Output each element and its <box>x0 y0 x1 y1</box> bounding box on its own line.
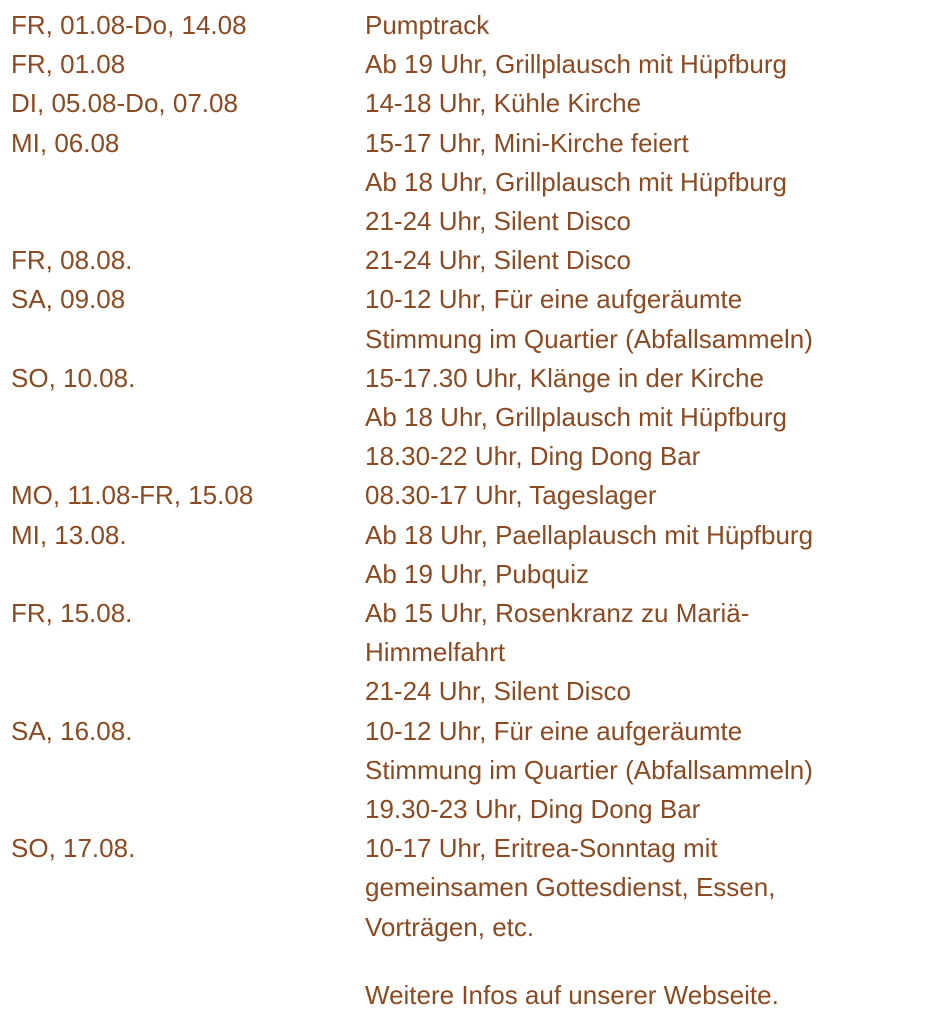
schedule-events <box>365 829 921 947</box>
schedule-event: Ab 18 Uhr, Paellaplausch mit Hüpfburg <box>365 519 814 550</box>
schedule-events <box>365 84 921 123</box>
schedule-row <box>11 6 921 45</box>
schedule-event: gemeinsamen Gottesdienst, Essen, <box>365 872 776 903</box>
schedule-row <box>11 712 921 830</box>
schedule-event: 10-17 Uhr, Eritrea-Sonntag mit <box>365 833 718 864</box>
schedule-events <box>365 712 921 830</box>
schedule-event: 21-24 Uhr, Silent Disco <box>365 206 631 237</box>
schedule-events <box>365 280 921 358</box>
schedule-row <box>11 241 921 280</box>
schedule-events <box>365 6 921 45</box>
schedule-row <box>11 594 921 712</box>
schedule-event: 19.30-23 Uhr, Ding Dong Bar <box>365 794 701 825</box>
schedule-events <box>365 594 921 712</box>
footer-note: Weitere Infos auf unserer Webseite. <box>365 980 779 1010</box>
schedule-event: 10-12 Uhr, Für eine aufgeräumte <box>365 284 743 315</box>
schedule-date: MO, 11.08-FR, 15.08 <box>11 480 254 511</box>
schedule-row <box>11 476 921 515</box>
schedule-event: 15-17 Uhr, Mini-Kirche feiert <box>365 127 689 158</box>
schedule-event: 15-17.30 Uhr, Klänge in der Kirche <box>365 362 764 393</box>
schedule-row <box>11 359 921 477</box>
schedule-date: SO, 10.08. <box>11 362 136 393</box>
schedule-events <box>365 516 921 594</box>
schedule-date: DI, 05.08-Do, 07.08 <box>11 88 238 119</box>
schedule-event: Pumptrack <box>365 10 490 40</box>
schedule-event: Stimmung im Quartier (Abfallsammeln) <box>365 323 813 354</box>
schedule-event: Ab 19 Uhr, Pubquiz <box>365 558 590 589</box>
schedule-event: 14-18 Uhr, Kühle Kirche <box>365 88 642 119</box>
schedule-event: 08.30-17 Uhr, Tageslager <box>365 480 657 511</box>
schedule-date: FR, 01.08-Do, 14.08 <box>11 10 247 40</box>
schedule-date: SA, 16.08. <box>11 715 133 746</box>
schedule-date: SO, 17.08. <box>11 833 136 864</box>
event-schedule <box>11 6 921 947</box>
schedule-event: 21-24 Uhr, Silent Disco <box>365 245 631 276</box>
schedule-date: SA, 09.08 <box>11 284 126 315</box>
schedule-event: 10-12 Uhr, Für eine aufgeräumte <box>365 715 743 746</box>
schedule-event: Vorträgen, etc. <box>365 911 535 942</box>
schedule-date: FR, 15.08. <box>11 598 133 629</box>
schedule-row <box>11 45 921 84</box>
schedule-date: FR, 01.08 <box>11 49 126 80</box>
schedule-event: Himmelfahrt <box>365 637 506 668</box>
schedule-event: Ab 19 Uhr, Grillplausch mit Hüpfburg <box>365 49 787 80</box>
schedule-events <box>365 241 921 280</box>
schedule-event: 18.30-22 Uhr, Ding Dong Bar <box>365 441 701 472</box>
schedule-row <box>11 516 921 594</box>
schedule-event: Ab 18 Uhr, Grillplausch mit Hüpfburg <box>365 166 787 197</box>
schedule-row <box>11 280 921 358</box>
schedule-event: Ab 18 Uhr, Grillplausch mit Hüpfburg <box>365 402 787 433</box>
schedule-events <box>365 124 921 242</box>
schedule-event: Stimmung im Quartier (Abfallsammeln) <box>365 754 813 785</box>
schedule-events <box>365 476 921 515</box>
schedule-events <box>365 359 921 477</box>
schedule-row <box>11 124 921 242</box>
schedule-date: MI, 06.08 <box>11 127 120 158</box>
schedule-date: MI, 13.08. <box>11 519 127 550</box>
schedule-date: FR, 08.08. <box>11 245 133 276</box>
schedule-events <box>365 45 921 84</box>
schedule-event: Ab 15 Uhr, Rosenkranz zu Mariä- <box>365 598 750 629</box>
schedule-event: 21-24 Uhr, Silent Disco <box>365 676 631 707</box>
schedule-row <box>11 84 921 123</box>
schedule-row <box>11 829 921 947</box>
